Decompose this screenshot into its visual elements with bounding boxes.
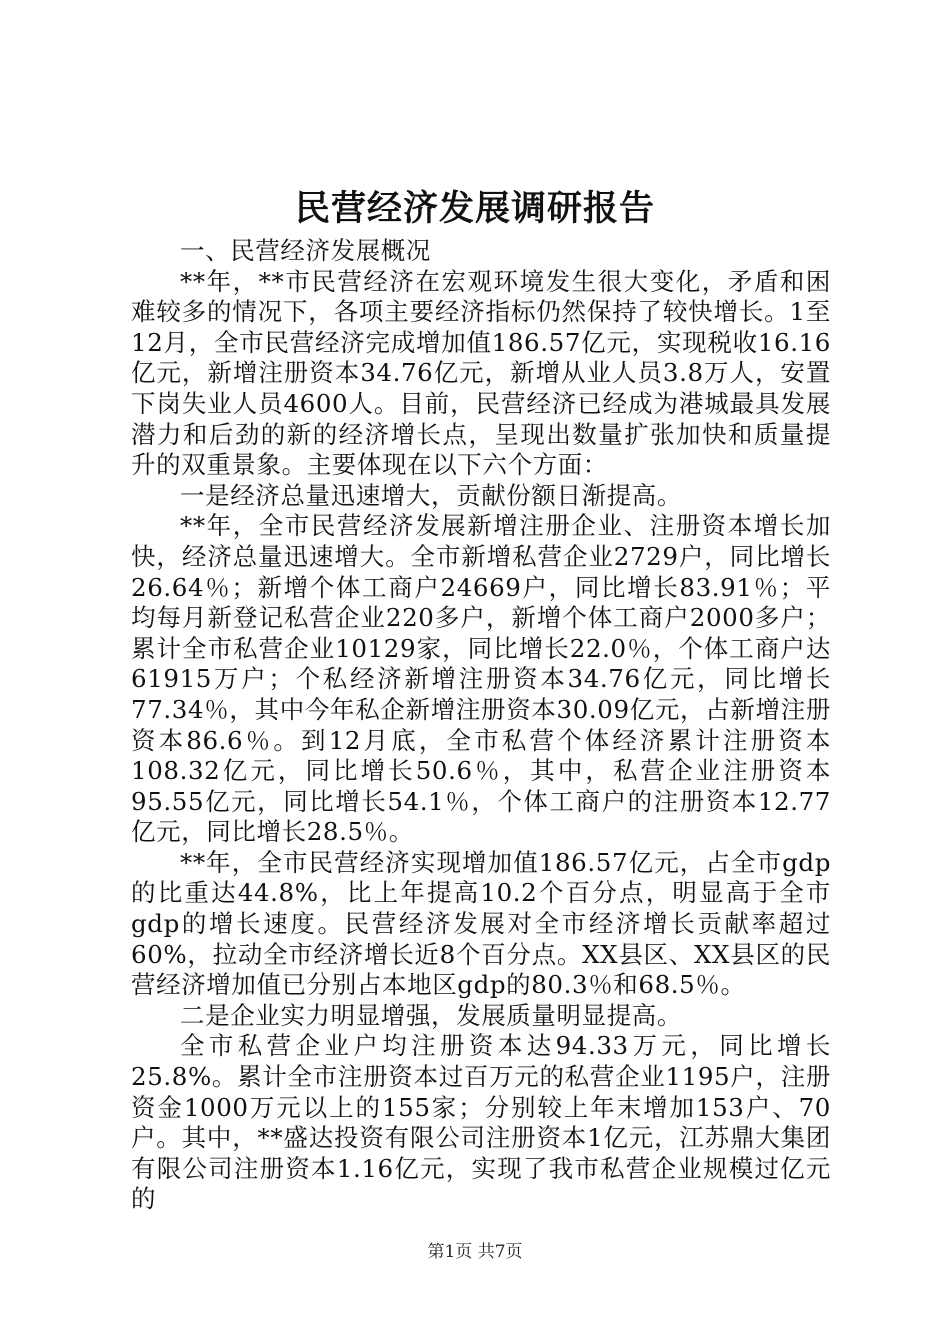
body-paragraph: **年，全市民营经济实现增加值186.57亿元，占全市gdp的比重达44.8%，比上年提高10.2个百分点，明显高于全市gdp的增长速度。民营经济发展对全市经济增长贡献率超过60%，拉动全市经济增长近8个百分点。XX县区、XX县区的民营经济增加值已分别占本地区gdp的80.3％和68.5％。 [131,847,831,1000]
page-number-footer: 第1页 共7页 [427,1242,523,1262]
page-title: 民营经济发展调研报告 [294,188,655,229]
body-paragraph: 全市私营企业户均注册资本达94.33万元，同比增长25.8%。累计全市注册资本过百万元的私营企业1195户，注册资金1000万元以上的155家；分别较上年末增加153户、70户。其中，**盛达投资有限公司注册资本1亿元，江苏鼎大集团有限公司注册资本1.16亿元，实现了我市私营企业规模过亿元的 [131,1031,831,1214]
document-body [131,236,831,1215]
subsection-heading: 二是企业实力明显增强，发展质量明显提高。 [180,1000,682,1030]
body-paragraph: **年，**市民营经济在宏观环境发生很大变化，矛盾和困难较多的情况下，各项主要经济指标仍然保持了较快增长。1至12月，全市民营经济完成增加值186.57亿元，实现税收16.16亿元，新增注册资本34.76亿元，新增从业人员3.8万人，安置下岗失业人员4600人。目前，民营经济已经成为港城最具发展潜力和后劲的新的经济增长点，呈现出数量扩张加快和质量提升的双重景象。主要体现在以下六个方面： [131,266,831,480]
section-heading: 一、民营经济发展概况 [180,236,431,265]
body-paragraph: **年，全市民营经济发展新增注册企业、注册资本增长加快，经济总量迅速增大。全市新增私营企业2729户，同比增长26.64％；新增个体工商户24669户，同比增长83.91％；平均每月新登记私营企业220多户，新增个体工商户2000多户；累计全市私营企业10129家，同比增长22.0％，个体工商户达61915万户；个私经济新增注册资本34.76亿元，同比增长77.34％，其中今年私企新增注册资本30.09亿元，占新增注册资本86.6％。到12月底，全市私营个体经济累计注册资本108.32亿元，同比增长50.6％，其中，私营企业注册资本95.55亿元，同比增长54.1％，个体工商户的注册资本12.77亿元，同比增长28.5％。 [131,511,831,847]
subsection-heading: 一是经济总量迅速增大，贡献份额日渐提高。 [180,480,682,510]
